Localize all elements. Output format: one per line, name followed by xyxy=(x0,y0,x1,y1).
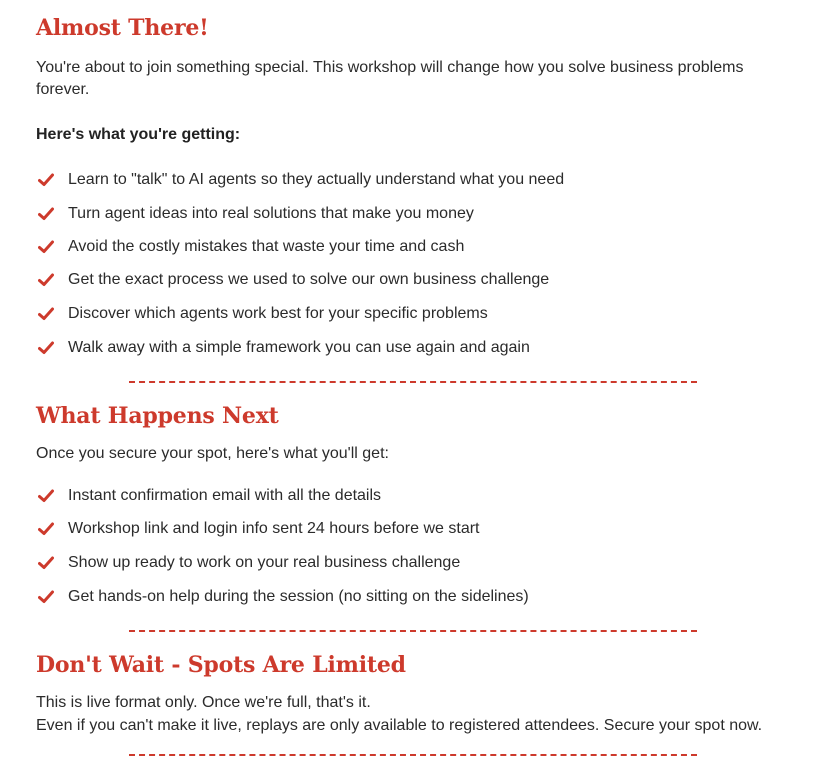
urgency-text-line2: Even if you can't make it live, replays are only available to registered attendees. Secure your spot now. xyxy=(36,717,763,734)
dashed-divider xyxy=(129,381,697,383)
list-item xyxy=(36,169,788,191)
section-intro-text: Once you secure your spot, here's what you'll get: xyxy=(36,445,389,462)
urgency-text-line1: This is live format only. Once we're full, that's it. xyxy=(36,694,371,711)
list-item-label: Walk away with a simple framework you can use again and again xyxy=(68,339,530,356)
list-item-label: Avoid the costly mistakes that waste your time and cash xyxy=(68,238,465,255)
list-item-label: Workshop link and login info sent 24 hours before we start xyxy=(68,520,480,537)
checkmark-icon xyxy=(38,522,54,536)
checkmark-icon xyxy=(38,590,54,604)
list-item xyxy=(36,337,788,359)
list-item xyxy=(36,485,788,507)
section-heading-dont-wait: Don't Wait - Spots Are Limited xyxy=(36,652,406,678)
dashed-divider xyxy=(129,754,697,756)
checkmark-icon xyxy=(38,207,54,221)
checkmark-icon xyxy=(38,240,54,254)
section-heading-almost-there: Almost There! xyxy=(36,15,209,41)
list-item xyxy=(36,269,788,291)
list-item xyxy=(36,586,788,608)
list-item-label: Instant confirmation email with all the details xyxy=(68,487,382,504)
dashed-divider xyxy=(129,630,697,632)
list-item xyxy=(36,203,788,225)
section-subheading: Here's what you're getting: xyxy=(36,126,241,143)
list-item-label: Learn to "talk" to AI agents so they actually understand what you need xyxy=(68,171,565,188)
checkmark-icon xyxy=(38,307,54,321)
section-heading-what-happens-next: What Happens Next xyxy=(36,403,279,429)
list-item-label: Show up ready to work on your real business challenge xyxy=(68,554,461,571)
list-item xyxy=(36,518,788,540)
list-item xyxy=(36,303,788,325)
list-item-label: Get hands-on help during the session (no sitting on the sidelines) xyxy=(68,588,529,605)
checkmark-icon xyxy=(38,341,54,355)
list-item-label: Get the exact process we used to solve our own business challenge xyxy=(68,271,550,288)
list-item-label: Turn agent ideas into real solutions that make you money xyxy=(68,205,474,222)
checkmark-icon xyxy=(38,273,54,287)
section-intro-text: You're about to join something special. This workshop will change how you solve business problems forever. xyxy=(36,59,744,98)
list-item-label: Discover which agents work best for your specific problems xyxy=(68,305,488,322)
checkmark-icon xyxy=(38,173,54,187)
checkmark-icon xyxy=(38,556,54,570)
list-item xyxy=(36,236,788,258)
checkmark-icon xyxy=(38,489,54,503)
list-item xyxy=(36,552,788,574)
